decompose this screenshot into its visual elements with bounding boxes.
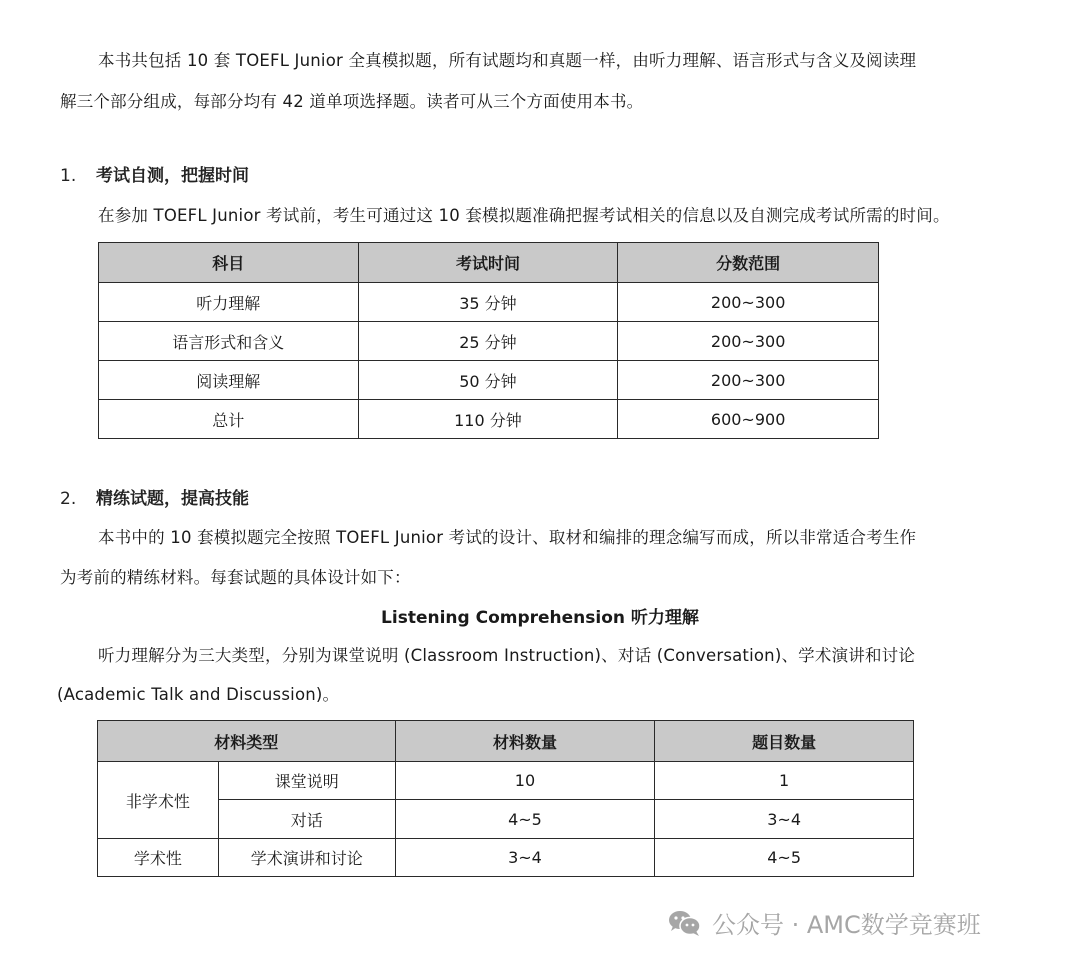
section-2-title: 精练试题，提高技能	[96, 489, 249, 509]
cell-question-count: 1	[655, 762, 914, 800]
section-1-number: 1.	[60, 166, 77, 186]
table-row	[99, 361, 879, 400]
cell-duration: 50 分钟	[358, 361, 618, 400]
table-row	[98, 762, 914, 800]
table-row	[99, 283, 879, 322]
cell-subject: 总计	[99, 400, 359, 439]
cell-duration: 25 分钟	[358, 322, 618, 361]
table-row	[99, 400, 879, 439]
cell-material-count: 3~4	[395, 839, 655, 877]
listening-line-2: (Academic Talk and Discussion)。	[57, 685, 340, 704]
header-subject: 科目	[99, 243, 359, 283]
section-2-line-2: 为考前的精练材料。每套试题的具体设计如下：	[60, 568, 411, 587]
section-2-heading	[60, 484, 249, 509]
cell-score-range: 200~300	[618, 361, 879, 400]
cell-score-range: 200~300	[618, 283, 879, 322]
watermark	[668, 905, 981, 940]
cell-question-count: 4~5	[655, 839, 914, 877]
section-1-title: 考试自测，把握时间	[96, 166, 249, 186]
cell-question-count: 3~4	[655, 800, 914, 839]
header-material-count: 材料数量	[395, 721, 655, 762]
cell-material-type: 课堂说明	[218, 762, 395, 800]
section-2-line-1: 本书中的 10 套模拟题完全按照 TOEFL Junior 考试的设计、取材和编排的理念编写而成，所以非常适合考生作	[98, 528, 917, 547]
section-1-text: 在参加 TOEFL Junior 考试前，考生可通过这 10 套模拟题准确把握考试相关的信息以及自测完成考试所需的时间。	[98, 206, 950, 225]
cell-score-range: 200~300	[618, 322, 879, 361]
table-row	[99, 322, 879, 361]
cell-duration: 35 分钟	[358, 283, 618, 322]
table-row	[98, 800, 914, 839]
cell-material-count: 4~5	[395, 800, 655, 839]
cell-subject: 语言形式和含义	[99, 322, 359, 361]
section-1-heading	[60, 161, 249, 186]
table-header-row	[98, 721, 914, 762]
cell-material-type: 对话	[218, 800, 395, 839]
listening-material-table	[97, 720, 914, 877]
cell-material-count: 10	[395, 762, 655, 800]
listening-title: Listening Comprehension 听力理解	[381, 608, 699, 628]
header-duration: 考试时间	[358, 243, 618, 283]
cell-material-type: 学术演讲和讨论	[218, 839, 395, 877]
table-header-row	[99, 243, 879, 283]
header-score-range: 分数范围	[618, 243, 879, 283]
listening-line-1: 听力理解分为三大类型，分别为课堂说明 (Classroom Instruction)、对话 (Conversation)、学术演讲和讨论	[98, 646, 916, 665]
intro-line-1: 本书共包括 10 套 TOEFL Junior 全真模拟题，所有试题均和真题一样，由听力理解、语言形式与含义及阅读理	[98, 51, 917, 70]
cell-subject: 听力理解	[99, 283, 359, 322]
table-row	[98, 839, 914, 877]
wechat-icon	[668, 909, 702, 937]
cell-score-range: 600~900	[618, 400, 879, 439]
section-2-number: 2.	[60, 489, 77, 509]
cell-category: 非学术性	[98, 762, 219, 839]
header-question-count: 题目数量	[655, 721, 914, 762]
intro-line-2: 解三个部分组成，每部分均有 42 道单项选择题。读者可从三个方面使用本书。	[60, 92, 644, 111]
exam-sections-table	[98, 242, 879, 439]
cell-duration: 110 分钟	[358, 400, 618, 439]
header-material-type: 材料类型	[98, 721, 396, 762]
cell-category: 学术性	[98, 839, 219, 877]
cell-subject: 阅读理解	[99, 361, 359, 400]
watermark-text: 公众号 · AMC数学竞赛班	[712, 911, 981, 939]
